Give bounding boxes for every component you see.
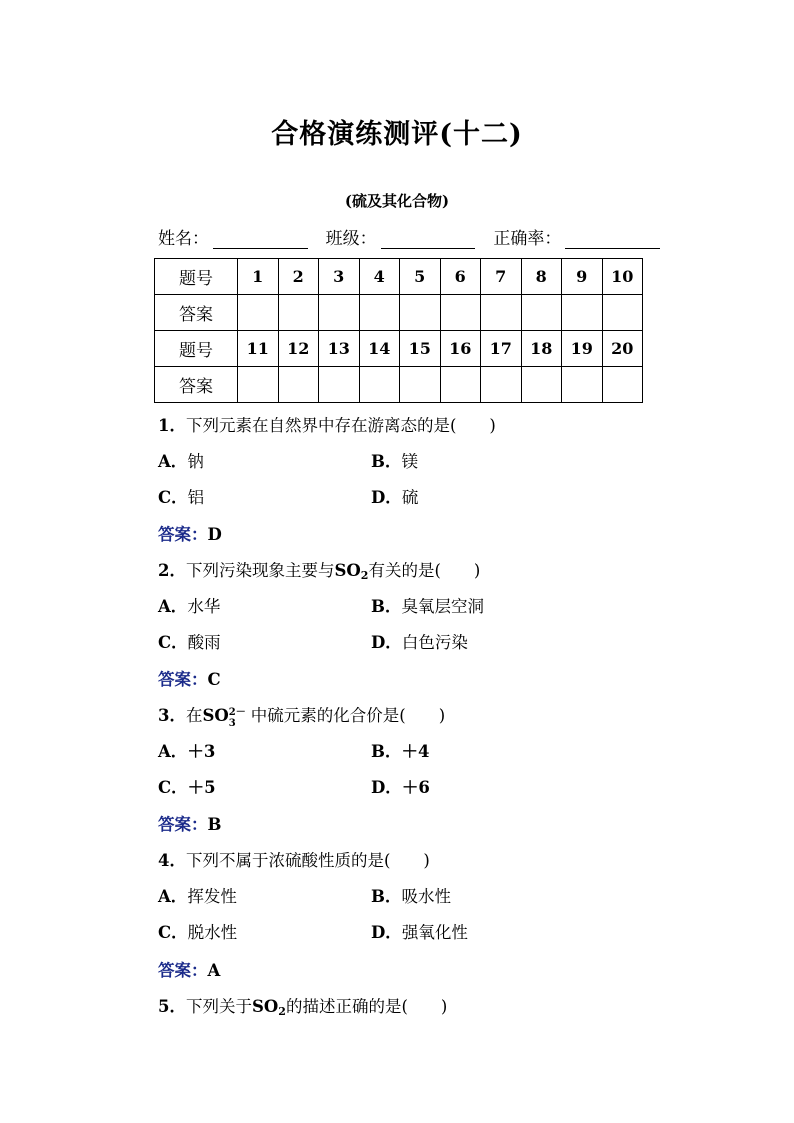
option-a[interactable] [158,738,215,762]
table-row [155,331,643,367]
question-2 [158,557,480,582]
answer-cell[interactable] [319,295,360,331]
option-letter: C． [158,633,188,652]
rate-label: 正确率： [493,229,562,249]
option-letter: A． [158,452,188,471]
option-letter: B． [371,597,402,616]
question-text: 下列不属于浓硫酸性质的是( ) [185,851,430,870]
table-cell: 11 [238,331,279,367]
table-cell: 3 [319,259,360,295]
answer-value: C [207,670,221,689]
table-row [155,367,643,403]
table-cell: 14 [359,331,400,367]
table-cell: 1 [238,259,279,295]
option-letter: A． [158,887,188,906]
table-cell: 13 [319,331,360,367]
option-b[interactable] [371,593,484,617]
answer-line [158,666,221,690]
question-5 [158,993,447,1018]
answer-value: D [207,525,222,544]
table-cell: 19 [562,331,603,367]
ion-charge: 2－ [228,706,246,718]
chemical-formula: SO [202,706,229,725]
table-cell: 15 [400,331,441,367]
option-text: 钠 [187,452,204,471]
answer-header: 答案 [155,295,238,331]
option-text: ＋3 [187,742,216,761]
answer-cell[interactable] [602,367,643,403]
answer-key-label: 答案： [158,670,208,689]
class-label: 班级： [325,229,377,249]
option-text: ＋5 [187,778,216,797]
chemical-formula: SO [251,997,279,1016]
answer-cell[interactable] [481,367,522,403]
option-c[interactable] [158,774,216,798]
question-number: 5． [158,997,186,1016]
table-cell: 7 [481,259,522,295]
option-text: 镁 [401,452,418,471]
formula-subscript: 2 [278,1005,286,1018]
option-text: ＋6 [401,778,430,797]
table-cell: 2 [278,259,319,295]
option-letter: B． [371,742,402,761]
answer-cell[interactable] [440,295,481,331]
student-info-row [158,225,678,249]
answer-value: B [207,815,222,834]
option-d[interactable] [371,919,468,943]
option-text: 吸水性 [401,887,451,906]
table-row [155,259,643,295]
table-cell: 8 [521,259,562,295]
question-4 [158,847,430,871]
option-letter: A． [158,597,188,616]
option-text: 强氧化性 [401,923,468,942]
question-number: 2． [158,561,186,580]
answer-cell[interactable] [278,295,319,331]
option-text: 臭氧层空洞 [401,597,484,616]
answer-key-label: 答案： [158,815,208,834]
answer-line [158,521,222,545]
table-cell: 4 [359,259,400,295]
option-text: 酸雨 [187,633,221,652]
table-cell: 18 [521,331,562,367]
table-row [155,295,643,331]
option-letter: B． [371,452,402,471]
option-letter: D． [371,778,402,797]
option-text: 硫 [401,488,419,507]
option-letter: D． [371,488,402,507]
question-number: 1． [158,416,186,435]
answer-table [154,258,643,403]
option-text: 铝 [187,488,205,507]
question-text: 下列元素在自然界中存在游离态的是( ) [185,416,496,435]
answer-cell[interactable] [562,367,603,403]
answer-cell[interactable] [359,295,400,331]
option-b[interactable] [371,448,418,472]
question-text-after: 有关的是( ) [368,561,481,580]
option-b[interactable] [371,738,429,762]
table-cell: 10 [602,259,643,295]
option-b[interactable] [371,883,451,907]
question-text-before: 在 [185,706,203,725]
table-cell: 12 [278,331,319,367]
option-letter: D． [371,633,402,652]
formula-subscript: 3 [228,717,236,729]
question-text-before: 下列关于 [185,997,252,1016]
option-text: 白色污染 [401,633,468,652]
answer-cell[interactable] [440,367,481,403]
option-c[interactable] [158,629,221,653]
question-text-after: 的描述正确的是( ) [285,997,448,1016]
answer-cell[interactable] [400,367,441,403]
answer-cell[interactable] [400,295,441,331]
option-letter: A． [158,742,188,761]
option-letter: C． [158,778,188,797]
answer-line [158,957,220,981]
option-d[interactable] [371,484,418,508]
table-cell: 5 [400,259,441,295]
page-subtitle: (硫及其化合物) [344,192,450,210]
question-3 [158,702,446,729]
question-1 [158,412,496,436]
answer-cell[interactable] [238,295,279,331]
ion-sub-sup [228,706,251,729]
option-letter: D． [371,923,402,942]
option-text: 挥发性 [187,887,237,906]
option-c[interactable] [158,484,204,508]
answer-cell[interactable] [278,367,319,403]
question-number: 3． [158,706,186,725]
option-text: ＋4 [401,742,430,761]
answer-value: A [207,961,221,980]
answer-cell[interactable] [319,367,360,403]
class-blank [381,230,476,249]
answer-cell[interactable] [602,295,643,331]
formula-subscript: 2 [360,569,369,582]
name-label: 姓名： [158,229,209,249]
table-cell: 6 [440,259,481,295]
table-cell: 17 [481,331,522,367]
answer-key-label: 答案： [158,961,208,980]
option-d[interactable] [371,774,430,798]
option-d[interactable] [371,629,468,653]
option-letter: C． [158,488,188,507]
table-cell: 9 [562,259,603,295]
question-text-before: 下列污染现象主要与 [185,561,335,580]
option-a[interactable] [158,883,237,907]
question-text-after: 中硫元素的化合价是( ) [250,706,446,725]
answer-cell[interactable] [521,295,562,331]
option-text: 水华 [187,597,221,616]
option-a[interactable] [158,448,204,472]
answer-cell[interactable] [562,295,603,331]
rate-blank [565,230,660,249]
page-title: 合格演练测评(十二) [271,119,523,150]
answer-header: 答案 [155,367,238,403]
option-text: 脱水性 [187,923,238,942]
table-cell: 16 [440,331,481,367]
answer-line [158,811,221,835]
question-number-header: 题号 [155,259,238,295]
option-a[interactable] [158,593,220,617]
option-letter: C． [158,923,188,942]
answer-cell[interactable] [521,367,562,403]
answer-cell[interactable] [481,295,522,331]
table-cell: 20 [602,331,643,367]
question-number: 4． [158,851,186,870]
option-c[interactable] [158,919,237,943]
answer-cell[interactable] [359,367,400,403]
answer-cell[interactable] [238,367,279,403]
name-blank [213,230,308,249]
chemical-formula: SO [334,561,361,580]
answer-key-label: 答案： [158,525,208,544]
option-letter: B． [371,887,402,906]
question-number-header: 题号 [155,331,238,367]
